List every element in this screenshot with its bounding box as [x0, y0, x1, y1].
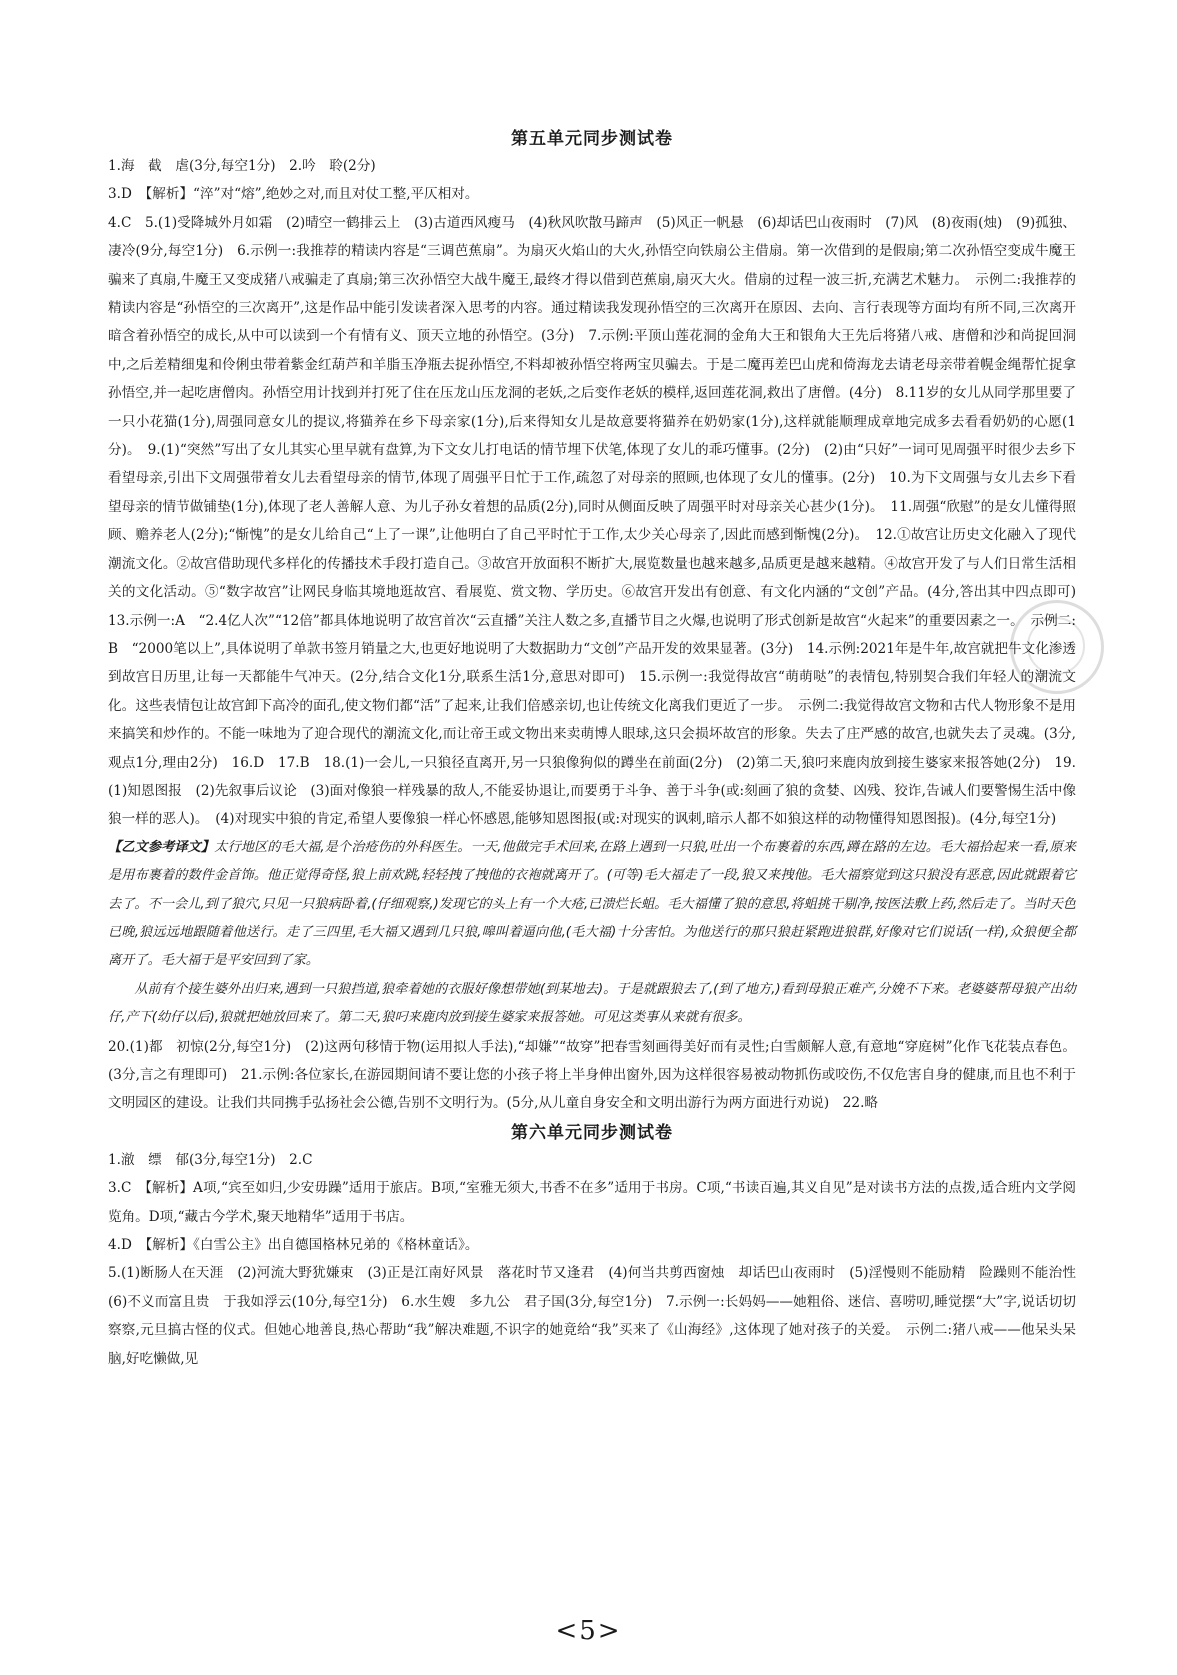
answer-paragraph: 3.D 【解析】“淬”对“熔”,绝妙之对,而且对仗工整,平仄相对。: [108, 186, 479, 203]
answer-paragraph: 4.C 5.(1)受降城外月如霜 (2)晴空一鹤排云上 (3)古道西风瘦马 (4)秋风吹散马蹄声 (5)风正一帆悬 (6)却话巴山夜雨时 (7)风 (8)夜雨(烛) (9)孤独、凄冷(9分,每空1分) 6.示例一:我推荐的精读内容是“三调芭蕉扇”。为扇灭火焰山的大火,孙悟空向铁扇公主借扇。第一次借到的是假扇;第二次孙悟空变成牛魔王骗来了真扇,牛魔王又变成猪八戒骗走了真扇;第三次孙悟空大战牛魔王,最终才得以借到芭蕉扇,扇灭大火。借扇的过程一波三折,充满艺术魅力。 示例二:我推荐的精读内容是“孙悟空的三次离开”,这是作品中能引发读者深入思考的内容。通过精读我发现孙悟空的三次离开在原因、去向、言行表现等方面均有所不同,三次离开暗含着孙悟空的成长,从中可以读到一个有情有义、顶天立地的孙悟空。(3分) 7.示例:平顶山莲花洞的金角大王和银角大王先后将猪八戒、唐僧和沙和尚捉回洞中,之后差精细鬼和伶俐虫带着紫金红葫芦和羊脂玉净瓶去捉孙悟空,不料却被孙悟空将两宝贝骗去。于是二魔再差巴山虎和倚海龙去请老母亲带着幌金绳帮忙捉拿孙悟空,并一起吃唐僧肉。孙悟空用计找到并打死了住在压龙山压龙洞的老妖,之后变作老妖的模样,返回莲花洞,救出了唐僧。(4分) 8.11岁的女儿从同学那里要了一只小花猫(1分),周强同意女儿的提议,将猫养在乡下母亲家(1分),后来得知女儿是故意要将猫养在奶奶家(1分),这样就能顺理成章地完成多去看看奶奶的心愿(1分)。 9.(1)“突然”写出了女儿其实心里早就有盘算,为下文女儿打电话的情节埋下伏笔,体现了女儿的乖巧懂事。(2分) (2)由“只好”一词可见周强平时很少去乡下看望母亲,引出下文周强带着女儿去看望母亲的情节,体现了周强平日忙于工作,疏忽了对母亲的照顾,也体现了女儿的懂事。(2分) 10.为下文周强与女儿去乡下看望母亲的情节做铺垫(1分),体现了老人善解人意、为儿子孙女着想的品质(2分),同时从侧面反映了周强平时对母亲关心甚少(1分)。 11.周强“欣慰”的是女儿懂得照顾、赡养老人(2分);“惭愧”的是女儿给自己“上了一课”,让他明白了自己平时忙于工作,太少关心母亲了,因此而感到惭愧(2分)。 12.①故宫让历史文化融入了现代潮流文化。②故宫借助现代多样化的传播技术手段打造自己。③故宫开放面积不断扩大,展览数量也越来越多,品质更是越来越精。④故宫开发了与人们日常生活相关的文化活动。⑤“数字故宫”让网民身临其境地逛故宫、看展览、赏文物、学历史。⑥故宫开发出有创意、有文化内涵的“文创”产品。(4分,答出其中四点即可) 13.示例一:A “2.4亿人次”“12倍”都具体地说明了故宫首次“云直播”关注人数之多,直播节目之火爆,也说明了形式创新是故宫“火起来”的重要因素之一。 示例二:B “2000笔以上”,具体说明了单款书签月销量之大,也更好地说明了大数据助力“文创”产品开发的效果显著。(3分) 14.示例:2021年是牛年,故宫就把牛文化渗透到故宫日历里,让每一天都能牛气冲天。(2分,结合文化1分,联系生活1分,意思对即可) 15.示例一:我觉得故宫“萌萌哒”的表情包,特别契合我们年轻人的潮流文化。这些表情包让故宫卸下高冷的面孔,使文物们都“活”了起来,让我们倍感亲切,也让传统文化离我们更近了一步。 示例二:我觉得故宫文物和古代人物形象不是用来搞笑和炒作的。不能一味地为了迎合现代的潮流文化,而让帝王或文物出来卖萌博人眼球,这只会损坏故宫的形象。失去了庄严感的故宫,也就失去了灵魂。(3分,观点1分,理由2分) 16.D 17.B 18.(1)一会儿,一只狼径直离开,另一只狼像狗似的蹲坐在前面(2分) (2)第二天,狼叼来鹿肉放到接生婆家来报答她(2分) 19.(1)知恩图报 (2)先叙事后议论 (3)面对像狼一样残暴的敌人,不能妥协退让,而要勇于斗争、善于斗争(或:刻画了狼的贪婪、凶残、狡诈,告诫人们要警惕生活中像狼一样的恶人)。 (4)对现实中狼的肯定,希望人要像狼一样心怀感恩,能够知恩图报(或:对现实的讽刺,暗示人都不如狼这样的动物懂得知恩图报)。(4分,每空1分): [108, 214, 1090, 828]
translation-paragraph: 从前有个接生婆外出归来,遇到一只狼挡道,狼牵着她的衣服好像想带她(到某地去)。于是就跟狼去了,(到了地方,)看到母狼正难产,分娩不下来。老婆婆帮母狼产出幼仔,产下(幼仔以后),狼就把她放回来了。第二天,狼叼来鹿肉放到接生婆家来报答她。可见这类事从来就有很多。: [108, 981, 1076, 1026]
answer-paragraph: 3.C 【解析】A项,“宾至如归,少安毋躁”适用于旅店。B项,“室雅无须大,书香不在多”适用于书房。C项,“书读百遍,其义自见”是对读书方法的点拨,适合班内文学阅览角。D项,“藏古今学术,聚天地精华”适用于书店。: [108, 1180, 1076, 1225]
translation-text: 太行地区的毛大福,是个治疮伤的外科医生。一天,他做完手术回来,在路上遇到一只狼,吐出一个布裹着的东西,蹲在路的左边。毛大福拾起来一看,原来是用布裹着的数件金首饰。他正觉得奇怪,狼上前欢跳,轻轻拽了拽他的衣袍就离开了。(可等)毛大福走了一段,狼又来拽他。毛大福察觉到这只狼没有恶意,因此就跟着它去了。不一会儿,到了狼穴,只见一只狼病卧着,(仔细观察,)发现它的头上有一个大疮,已溃烂长蛆。毛大福懂了狼的意思,将蛆挑干剔净,按医法敷上药,然后走了。当时天色已晚,狼远远地跟随着他送行。走了三四里,毛大福又遇到几只狼,嗥叫着逼向他,(毛大福)十分害怕。为他送行的那只狼赶紧跑进狼群,好像对它们说话(一样),众狼便全都离开了。毛大福于是平安回到了家。: [108, 839, 1076, 969]
translation-paragraph: [108, 834, 1076, 976]
section-five-title: 第五单元同步测试卷: [511, 129, 673, 149]
page-number: <5>: [555, 1616, 622, 1646]
answer-paragraph: 5.(1)断肠人在天涯 (2)河流大野犹嫌束 (3)正是江南好风景 落花时节又逢君 (4)何当共剪西窗烛 却话巴山夜雨时 (5)淫慢则不能励精 险躁则不能治性 (6)不义而富且贵 于我如浮云(10分,每空1分) 6.水生嫂 多九公 君子国(3分,每空1分) 7.示例一:长妈妈——她粗俗、迷信、喜唠叨,睡觉摆“大”字,说话切切察察,元旦搞古怪的仪式。但她心地善良,热心帮助“我”解决难题,不识字的她竟给“我”买来了《山海经》,这体现了她对孩子的关爱。 示例二:猪八戒——他呆头呆脑,好吃懒做,见: [108, 1265, 1090, 1367]
answer-paragraph: 1.海 截 虐(3分,每空1分) 2.吟 聆(2分): [108, 158, 376, 174]
answer-paragraph: 20.(1)都 初惊(2分,每空1分) (2)这两句移情于物(运用拟人手法),“却嫌”“故穿”把春雪刻画得美好而有灵性;白雪颇解人意,有意地“穿庭树”化作飞花装点春色。(3分,言之有理即可) 21.示例:各位家长,在游园期间请不要让您的小孩子将上半身伸出窗外,因为这样很容易被动物抓伤或咬伤,不仅危害自身的健康,而且也不利于文明园区的建设。让我们共同携手弘扬社会公德,告别不文明行为。(5分,从儿童自身安全和文明出游行为两方面进行劝说) 22.略: [108, 1038, 1076, 1112]
section-five: [108, 126, 1090, 1373]
answer-paragraph: 1.澈 缥 郁(3分,每空1分) 2.C: [108, 1151, 313, 1168]
answer-paragraph: 4.D 【解析】《白雪公主》出自德国格林兄弟的《格林童话》。: [108, 1237, 479, 1254]
translation-label: 【乙文参考译文】: [108, 839, 215, 855]
section-six-title: 第六单元同步测试卷: [511, 1122, 673, 1143]
